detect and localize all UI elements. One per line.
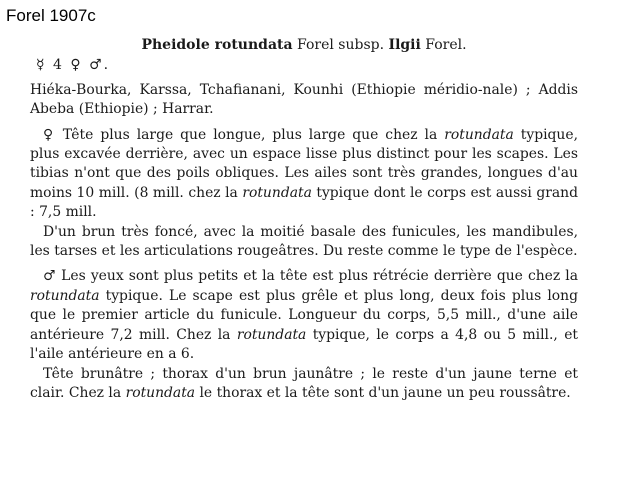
female-coloration: D'un brun très foncé, avec la moitié basale des funicules, les mandibules, les tarses et les articulations rougeâtres. Du reste comme le type de l'espèce. [30, 223, 578, 260]
caste-symbols: ☿ 4 ♀ ♂. [36, 57, 111, 74]
taxon-name: Pheidole rotundata [141, 37, 293, 53]
page-text [30, 36, 578, 403]
author-2: Forel. [420, 37, 467, 53]
male-coloration: Tête brunâtre ; thorax d'un brun jaunâtre ; le reste d'un jaune terne et clair. Chez la rotundata le thorax et la tête sont d'un jaune un peu roussâtre. [30, 365, 578, 401]
reference-tag: Forel 1907c [6, 6, 96, 25]
species-title [30, 36, 578, 55]
localities-paragraph: Hiéka-Bourka, Karssa, Tchafianani, Kounhi (Ethiopie méridio-nale) ; Addis Abeba (Ethiopie) ; Harrar. [30, 81, 578, 118]
subspecies-name: Ilgii [388, 37, 421, 53]
female-symbol: ♀ [43, 126, 56, 143]
male-symbol: ♂ [43, 268, 57, 285]
male-description: ♂ Les yeux sont plus petits et la tête est plus rétrécie derrière que chez la rotundata typique. Le scape est plus grêle et plus long, deux fois plus long que le premier article du funicule. Longueur du corps, 5,5 mill., d'une aile antérieure 7,2 mill. Chez la rotundata typique, le corps a 4,8 ou 5 mill., et l'aile antérieure en a 6. [30, 268, 579, 363]
author-1: Forel subsp. [292, 37, 389, 53]
female-description: ♀ Tête plus large que longue, plus large que chez la rotundata typique, plus excavée derrière, avec un espace lisse plus distinct pour les scapes. Les tibias n'ont que des poils obliques. Les ailes sont très grandes, longues d'au moins 10 mill. (8 mill. chez la rotundata typique dont le corps est aussi grand : 7,5 mill. [30, 126, 579, 221]
